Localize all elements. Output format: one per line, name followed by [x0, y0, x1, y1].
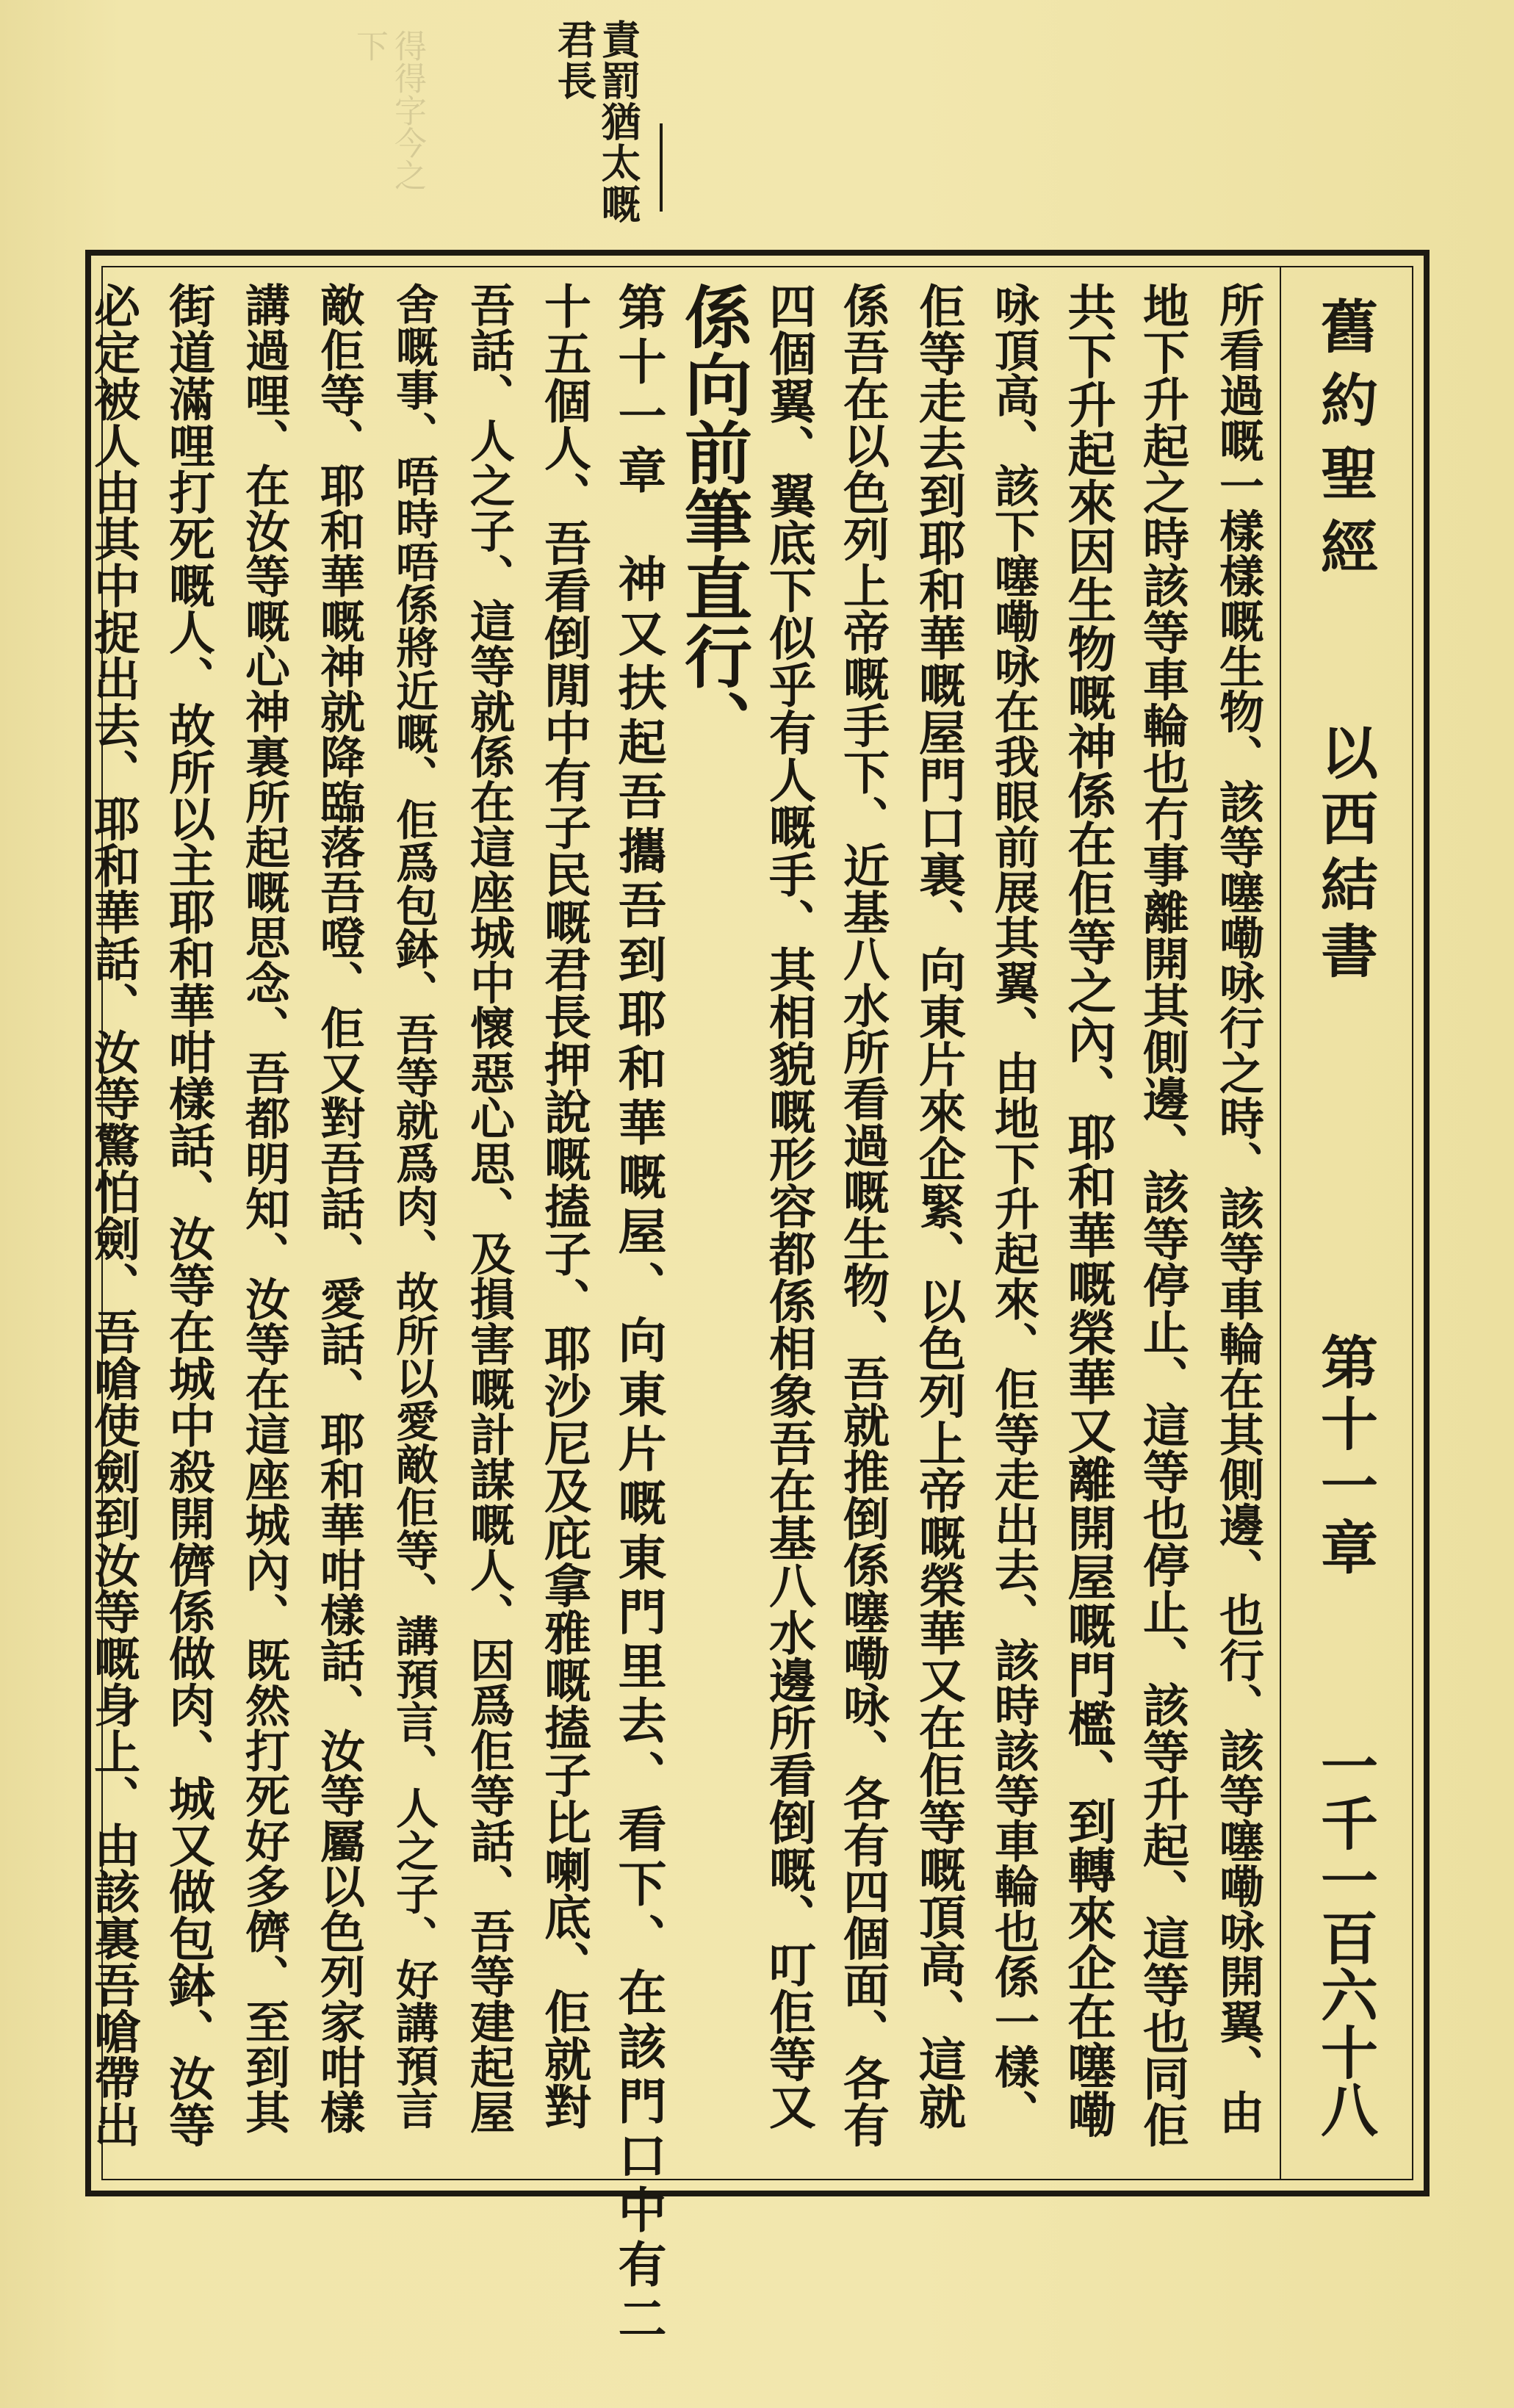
text-line: 佢等走去到耶和華嘅屋門口裏、向東片來企緊、以色列上帝嘅榮華又在佢等嘅頂高、這就	[911, 282, 966, 2130]
show-through-text: 得得字今之下	[350, 29, 426, 191]
text-line: 咏頂高、該下噻嘞咏在我眼前展其翼、由地下升起來、佢等走出去、該時該等車輪也係一樣、	[987, 282, 1039, 2135]
text-frame	[85, 250, 1430, 2348]
body-text	[76, 267, 1275, 2348]
chapter-heading-line: 第十一章 神又扶起吾攜吾到耶和華嘅屋、向東片嘅東門里去、看下、在該門口中有二	[610, 282, 667, 2348]
header-chapter: 第十一章	[1311, 1333, 1378, 1579]
margin-note-rule	[660, 123, 663, 212]
text-line: 四個翼、翼底下似乎有人嘅手、其相貌嘅形容都係相象吾在基八水邊所看倒嘅、叮佢等又	[761, 282, 816, 2130]
text-line: 敵佢等、耶和華嘅神就降臨落吾噔、佢又對吾話、愛話、耶和華咁樣話、汝等屬以色列家咁樣	[313, 282, 365, 2135]
header-book-title: 舊約聖經	[1311, 297, 1378, 591]
margin-note-line-1: 責罰猶太嘅	[595, 19, 642, 225]
text-frame-inner	[87, 266, 1413, 2348]
margin-note-line-2: 君長	[551, 19, 598, 101]
text-line: 吾話、人之子、這等就係在這座城中懷惡心思、及損害嘅計謀嘅人、因爲佢等話、吾等建起屋	[463, 282, 515, 2135]
text-line: 講過哩、在汝等嘅心神裏所起嘅思念、吾都明知、汝等在這座城內、既然打死好多儕、至到其	[238, 282, 290, 2135]
text-line: 必定被人由其中捉出去、耶和華話、汝等驚怕劍、吾嗆使劍到汝等嘅身上、由該裏吾嗆帶出	[87, 282, 141, 2148]
margin-note	[552, 19, 641, 239]
text-line: 係向前筆直行、	[674, 282, 753, 758]
text-line: 共下升起來因生物嘅神係在佢等之內、耶和華嘅榮華又離開屋嘅門檻、到轉來企在噻嘞	[1059, 282, 1117, 2138]
text-line: 地下升起之時該等車輪也冇事離開其側邊、該等停止、這等也停止、該等升起、這等也同佢	[1136, 282, 1190, 2148]
header-book-name: 以西結書	[1311, 723, 1378, 987]
text-line: 係吾在以色列上帝嘅手下、近基八水所看過嘅生物、吾就推倒係噻嘞咏、各有四個面、各有	[836, 282, 890, 2148]
running-header	[1280, 267, 1412, 2179]
header-page-number: 一千一百六十八	[1311, 1737, 1378, 2138]
text-line: 十五個人、吾看倒閒中有子民嘅君長押說嘅搕子、耶沙尼及庇拿雅嘅搕子比喇底、佢就對	[536, 282, 591, 2130]
text-line: 所看過嘅一樣樣嘅生物、該等噻嘞咏行之時、該等車輪在其側邊、也行、該等噻嘞咏開翼、由	[1212, 282, 1264, 2135]
text-line: 舍嘅事、唔時唔係將近嘅、佢爲包鉢、吾等就爲肉、故所以愛敵佢等、講預言、人之子、好講預言	[389, 282, 439, 2130]
text-line: 街道滿哩打死嘅人、故所以主耶和華咁樣話、汝等在城中殺開儕係做肉、城又做包鉢、汝等	[162, 282, 216, 2148]
